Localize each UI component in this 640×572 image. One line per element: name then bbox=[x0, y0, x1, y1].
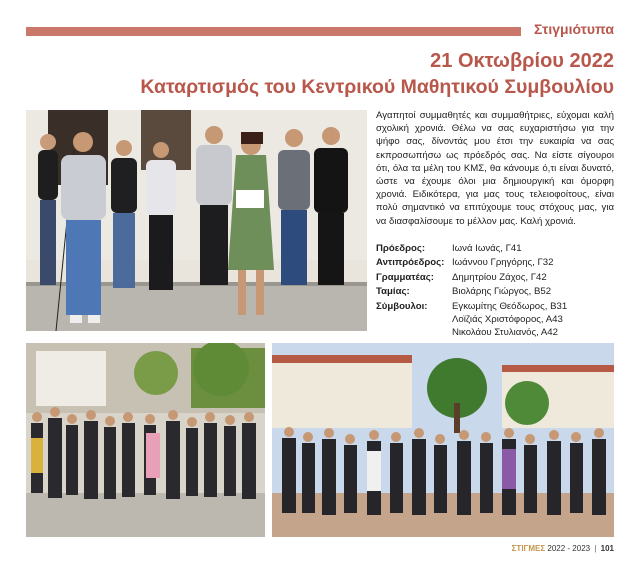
role-name: Ιωάννου Γρηγόρης, Γ32 bbox=[452, 257, 554, 269]
article-title: Καταρτισμός του Κεντρικού Μαθητικού Συμβουλίου bbox=[140, 76, 614, 98]
role-row-president bbox=[376, 242, 614, 255]
role-row-advisors bbox=[376, 300, 614, 340]
role-title: Αντιπρόεδρος: bbox=[376, 257, 445, 269]
event-date: 21 Οκτωβρίου 2022 bbox=[430, 50, 614, 72]
students-gathering-photo bbox=[272, 343, 614, 537]
school-year: 2022 - 2023 bbox=[547, 544, 591, 553]
role-title: Γραμματέας: bbox=[376, 271, 434, 283]
magazine-name: ΣΤΙΓΜΕΣ bbox=[511, 544, 546, 553]
role-name: Εγκωμίτης Θεόδωρος, Β31 bbox=[452, 300, 568, 312]
role-title: Πρόεδρος: bbox=[376, 243, 426, 254]
article-body: Αγαπητοί συμμαθητές και συμμαθήτριες, εύχομαι καλή σχολική χρονιά. Θέλω να σας ευχαριστήσω για την ψήφο σας, δίνοντάς μου έτσι την ευκαιρία να σας εκπροσωπήσω ως πρόεδρός σας. Να είστε σίγουροι ότι, όλα τα μέλη του ΚΜΣ, θα κάνουμε ό,τι είναι δυνατό, ώστε να έχουμε όλοι μια δημιουργική και όμορφη χρονιά. Ειδικότερα, για μας τους τελειοφοίτους, είναι πολύ σημαντικό να επιτύχουμε τους στόχους μας, για να διασφαλίσουμε το μέλλον μας. Καλή χρονιά. bbox=[376, 110, 614, 227]
role-row-treasurer bbox=[376, 285, 614, 298]
role-name: Βιολάρης Γιώργος, Β52 bbox=[452, 286, 552, 298]
role-name: Ιωνά Ιωνάς, Γ41 bbox=[452, 243, 522, 254]
role-row-vice-president bbox=[376, 256, 614, 269]
council-group-photo bbox=[26, 110, 367, 331]
role-title: Ταμίας: bbox=[376, 286, 410, 298]
role-row-secretary bbox=[376, 271, 614, 284]
role-title: Σύμβουλοι: bbox=[376, 300, 428, 312]
section-bar bbox=[26, 27, 521, 36]
section-label: Στιγμιότυπα bbox=[533, 21, 614, 37]
page-footer bbox=[512, 544, 614, 553]
council-roles bbox=[376, 242, 614, 341]
page-number: 101 bbox=[600, 544, 614, 553]
schoolyard-crowd-photo bbox=[26, 343, 265, 537]
footer-separator: | bbox=[594, 544, 597, 553]
role-name: Νικολάου Στυλιανός, Α42 bbox=[452, 327, 558, 339]
role-name: Λοϊζιάς Χριστόφορος, Α43 bbox=[452, 314, 563, 326]
role-name: Δημητρίου Ζάχος, Γ42 bbox=[452, 271, 547, 283]
